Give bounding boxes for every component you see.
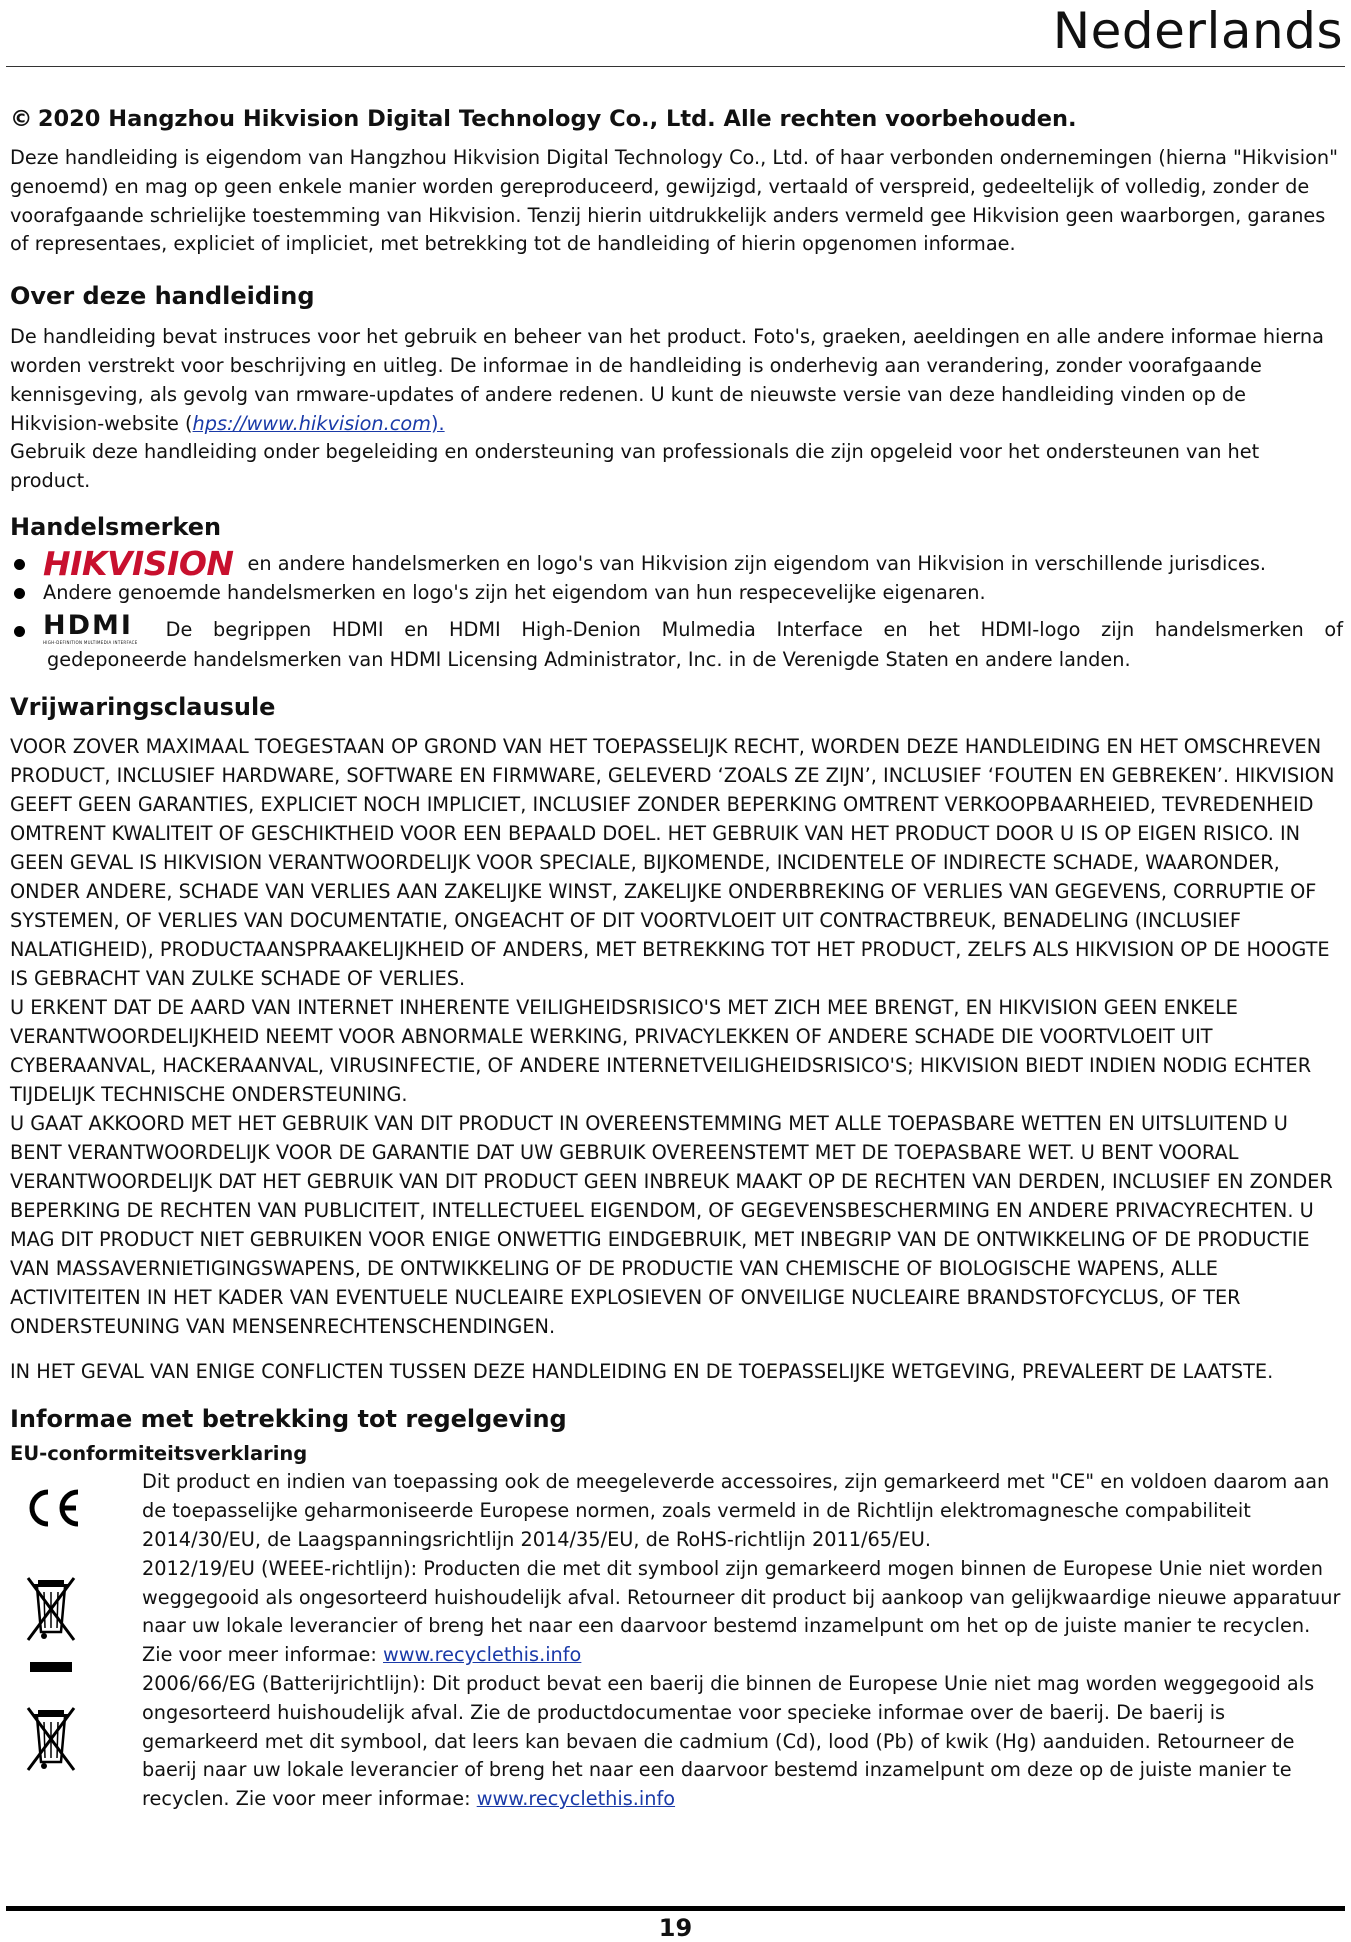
bullet-icon <box>14 559 25 570</box>
bullet-icon <box>14 626 25 637</box>
trademark-text-3-line1: De begrippen HDMI en HDMI High-Denion Mulmedia Interface en het HDMI-logo zijn handelsmerken of <box>165 617 1343 641</box>
intro-paragraph: Deze handleiding is eigendom van Hangzhou Hikvision Digital Technology Co., Ltd. of haar verbonden ondernemingen (hierna "Hikvision" genoemd) en mag op geen enkele manier worden gereproduceerd, gewijzigd, vertaald of verspreid, gedeeltelijk of volledig, zonder de voorafgaande schrielijke toestemming van Hikvision. Tenzij hierin uitdrukkelijk anders vermeld gee Hikvision geen waarborgen, garanes of representaes, expliciet of impliciet, met betrekking tot de handleiding of hierin opgenomen informae. <box>10 146 1338 256</box>
about-text: De handleiding bevat instruces voor het gebruik en beheer van het product. Foto's, graeken, aeeldingen en alle andere informae hierna worden verstrekt voor beschrijving en uitleg. De informae in de handleiding is onderhevig aan verandering, zonder voorafgaande kennisgeving, als gevolg van rmware-updates of andere redenen. U kunt de nieuwste versie van deze handleiding vinden op de Hikvision-website ( <box>10 325 1324 435</box>
footer-divider <box>6 1906 1345 1911</box>
about-paragraph-2: Gebruik deze handleiding onder begeleiding en ondersteuning van professionals die zijn opgeleid voor het ondersteunen van het product. <box>10 440 1260 493</box>
copyright-symbol: © <box>10 106 33 132</box>
trademark-text-3-line2: gedeponeerde handelsmerken van HDMI Licensing Administrator, Inc. in de Verenigde Staten en andere landen. <box>47 647 1131 671</box>
bullet-icon <box>14 588 25 599</box>
trademark-text-1: en andere handelsmerken en logo's van Hikvision zijn eigendom van Hikvision in verschillende jurisdices. <box>247 551 1267 575</box>
page-content <box>10 104 1343 1814</box>
ce-text: Dit product en indien van toepassing ook de meegeleverde accessoires, zijn gemarkeerd met "CE" en voldoen daarom aan de toepasselijke geharmoniseerde Europese normen, zoals vermeld in de Richtlijn elektromagnesche compabiliteit 2014/30/EU, de Laagspanningsrichtlijn 2014/35/EU, de RoHS-richtlijn 2011/65/EU. <box>142 1470 1330 1551</box>
about-link-close: ). <box>430 411 445 435</box>
eu-conformity-subheading: EU-conformiteitsverklaring <box>10 1442 308 1466</box>
ce-mark-icon <box>22 1486 82 1530</box>
about-heading: Over deze handleiding <box>10 282 315 311</box>
weee-recycle-link[interactable]: www.recyclethis.info <box>383 1643 582 1667</box>
eu-conformity-block <box>10 1468 1343 1814</box>
page-number: 19 <box>658 1914 693 1942</box>
copyright-line <box>10 104 1343 134</box>
disclaimer-heading: Vrijwaringsclausule <box>10 693 276 722</box>
trademark-item-hdmi <box>10 609 1343 646</box>
header-language: Nederlands <box>1052 2 1343 60</box>
weee-text: 2012/19/EU (WEEE-richtlijn): Producten die met dit symbool zijn gemarkeerd mogen binnen de Europese Unie niet worden weggegooid als ongesorteerd huishoudelijk afval. Retourneer dit product bij aankoop van gelijkwaardige nieuwe apparatuur naar uw lokale leverancier of breng het naar een daarvoor bestemd inzamelpunt om het op de juiste manier te recyclen. Zie voor meer informae: <box>142 1556 1341 1667</box>
trademark-text-2: Andere genoemde handelsmerken en logo's zijn het eigendom van hun respecevelijke eigenaren. <box>43 580 986 604</box>
hdmi-logo-subtext: HIGH-DEFINITION MULTIMEDIA INTERFACE <box>43 639 138 645</box>
weee-bin-icon <box>22 1574 82 1678</box>
hdmi-logo <box>43 609 138 646</box>
regulatory-heading: Informae met betrekking tot regelgeving <box>10 1405 567 1434</box>
disclaimer-paragraph-3: U GAAT AKKOORD MET HET GEBRUIK VAN DIT PRODUCT IN OVEREENSTEMMING MET ALLE TOEPASBARE WETTEN EN UITSLUITEND U BENT VERANTWOORDELIJK VOOR DE GARANTIE DAT UW GEBRUIK OVEREENSTEMT MET DE TOEPASBARE WET. U BENT VOORAL VERANTWOORDELIJK DAT HET GEBRUIK VAN DIT PRODUCT GEEN INBREUK MAAKT OP DE RECHTEN VAN DERDEN, INCLUSIEF EN ZONDER BEPERKING DE RECHTEN VAN PUBLICITEIT, INTELLECTUEEL EIGENDOM, OF GEGEVENSBESCHERMING EN ANDERE PRIVACYRECHTEN. U MAG DIT PRODUCT NIET GEBRUIKEN VOOR ENIGE ONWETTIG EINDGEBRUIK, MET INBEGRIP VAN DE ONTWIKKELING OF DE PRODUCTIE VAN MASSAVERNIETIGINGSWAPENS, DE ONTWIKKELING OF DE PRODUCTIE VAN CHEMISCHE OF BIOLOGISCHE WAPENS, ALLE ACTIVITEITEN IN HET KADER VAN EVENTUELE NUCLEAIRE EXPLOSIEVEN OF ONVEILIGE NUCLEAIRE BRANDSTOFCYCLUS, OF TER ONDERSTEUNING VAN MENSENRECHTENSCHENDINGEN. <box>10 1112 1333 1339</box>
about-paragraph <box>10 323 1343 438</box>
weee-paragraph <box>142 1555 1343 1670</box>
trademark-item-other <box>10 579 1343 608</box>
hdmi-logo-letters: HDMI <box>43 609 133 641</box>
battery-text: 2006/66/EG (Batterijrichtlijn): Dit product bevat een baerij die binnen de Europese Unie niet mag worden weggegooid als ongesorteerd huishoudelijk afval. Zie de productdocumentae voor specieke informae over de baerij. De baerij is gemarkeerd met dit symbool, dat leers kan bevaen die cadmium (Cd), lood (Pb) of kwik (Hg) aanduiden. Retourneer de baerij naar uw lokale leverancier of breng het naar een daarvoor bestemd inzamelpunt om deze op de juiste manier te recyclen. Zie voor meer informae: <box>142 1671 1315 1811</box>
trademark-item-hikvision <box>10 543 1343 583</box>
header-divider <box>6 66 1345 67</box>
trademarks-heading: Handelsmerken <box>10 512 222 541</box>
disclaimer-paragraph-4: IN HET GEVAL VAN ENIGE CONFLICTEN TUSSEN DEZE HANDLEIDING EN DE TOEPASSELIJKE WETGEVING, PREVALEERT DE LAATSTE. <box>10 1360 1274 1384</box>
hikvision-logo: HIKVISION <box>43 543 234 583</box>
battery-recycle-link[interactable]: www.recyclethis.info <box>476 1787 676 1811</box>
copyright-text: 2020 Hangzhou Hikvision Digital Technology Co., Ltd. Alle rechten voorbehouden. <box>37 106 1077 132</box>
hikvision-website-link[interactable]: hps://www.hikvision.com <box>192 411 431 435</box>
battery-bin-icon <box>22 1704 82 1778</box>
disclaimer-paragraph-2: U ERKENT DAT DE AARD VAN INTERNET INHERENTE VEILIGHEIDSRISICO'S MET ZICH MEE BRENGT, EN HIKVISION GEEN ENKELE VERANTWOORDELIJKHEID NEEMT VOOR ABNORMALE WERKING, PRIVACYLEKKEN OF ANDERE SCHADE DIE VOORTVLOEIT UIT CYBERAANVAL, HACKERAANVAL, VIRUSINFECTIE, OF ANDERE INTERNETVEILIGHEIDSRISICO'S; HIKVISION BIEDT INDIEN NODIG ECHTER TIJDELIJK TECHNISCHE ONDERSTEUNING. <box>10 996 1312 1107</box>
disclaimer-paragraph-1: VOOR ZOVER MAXIMAAL TOEGESTAAN OP GROND VAN HET TOEPASSELIJK RECHT, WORDEN DEZE HANDLEIDING EN HET OMSCHREVEN PRODUCT, INCLUSIEF HARDWARE, SOFTWARE EN FIRMWARE, GELEVERD ‘ZOALS ZE ZIJN’, INCLUSIEF ‘FOUTEN EN GEBREKEN’. HIKVISION GEEFT GEEN GARANTIES, EXPLICIET NOCH IMPLICIET, INCLUSIEF ZONDER BEPERKING OMTRENT VERKOOPBAARHEIED, TEVREDENHEID OMTRENT KWALITEIT OF GESCHIKTHEID VOOR EEN BEPAALD DOEL. HET GEBRUIK VAN HET PRODUCT DOOR U IS OP EIGEN RISICO. IN GEEN GEVAL IS HIKVISION VERANTWOORDELIJK VOOR SPECIALE, BIJKOMENDE, INCIDENTELE OF INDIRECTE SCHADE, WAARONDER, ONDER ANDERE, SCHADE VAN VERLIES AAN ZAKELIJKE WINST, ZAKELIJKE ONDERBREKING OF VERLIES VAN GEGEVENS, CORRUPTIE OF SYSTEMEN, OF VERLIES VAN DOCUMENTATIE, ONGEACHT OF DIT VOORTVLOEIT UIT CONTRACTBREUK, BENADELING (INCLUSIEF NALATIGHEID), PRODUCTAANSPRAAKELIJKHEID OF ANDERS, MET BETREKKING TOT HET PRODUCT, ZELFS ALS HIKVISION OP DE HOOGTE IS GEBRACHT VAN ZULKE SCHADE OF VERLIES. <box>10 735 1335 991</box>
battery-paragraph <box>142 1670 1343 1814</box>
